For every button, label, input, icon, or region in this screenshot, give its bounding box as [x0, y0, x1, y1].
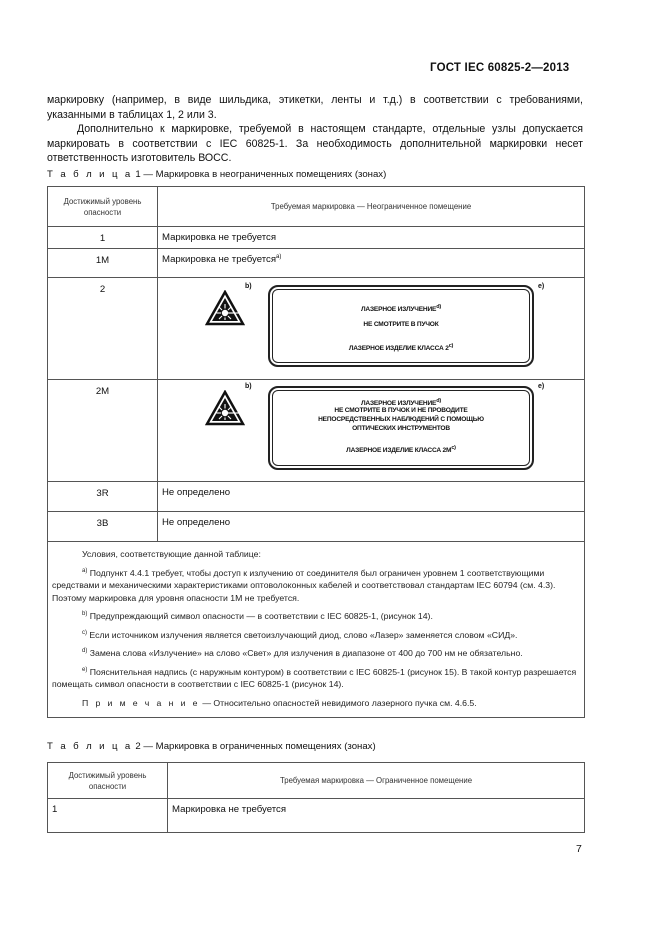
- explanatory-label: ЛАЗЕРНОЕ ИЗЛУЧЕНИЕ$^{d)}$ НЕ СМОТРИТЕ В ПУЧОК И НЕ ПРОВОДИТЕ НЕПОСРЕДСТВЕННЫХ НАБЛЮДЕНИЙ С ПОМОЩЬЮ ОПТИЧЕСКИХ ИНСТРУМЕНТОВ ЛАЗЕРНОЕ ИЗДЕЛИЕ КЛАССА $2М^{c)}$: [268, 386, 534, 470]
- level-cell: 1: [48, 227, 158, 249]
- table1-remark: П р и м е ч а н и е — Относительно опасностей невидимого лазерного пучка см. 4.6.5.: [82, 697, 477, 708]
- table-row: [48, 512, 585, 542]
- laser-warning-icon: [205, 390, 245, 429]
- notes-intro: Условия, соответствующие данной таблице:: [82, 549, 261, 559]
- level-cell: 1М: [48, 249, 158, 278]
- table2-caption-text: 2 — Маркировка в ограниченных помещениях (зонах): [135, 741, 376, 752]
- footnote-b: $^{b)}$ Предупреждающий символ опасности — в соответствии с IEC 60825-1, (рисунок 14).: [82, 611, 433, 622]
- table1-col-level: Достижимый уровень опасности: [48, 187, 158, 227]
- intro-paragraph-2: Дополнительно к маркировке, требуемой в настоящем стандарте, отдельные узлы допускается маркировать в соответствии с IEC 60825-1. За необходимость дополнительной маркировки несет ответственность изготовитель ВОСС.: [47, 123, 583, 165]
- level-cell: 3B: [48, 512, 158, 542]
- table1-notes: [48, 542, 585, 718]
- level-cell: 2: [48, 278, 158, 380]
- footnote-a: $^{а)}$ Подпункт 4.4.1 требует, чтобы доступ к излучению от соединителя был ограничен уровнем 1 соответствующими средствами и механическими характеристиками оптоволоконных кабелей и соответствовал стандартам IEC 60794 (см. 4.3). Поэтому маркировка для уровня опасности 1М не требуется.: [52, 567, 556, 603]
- marking-cell: Не определено: [158, 482, 585, 512]
- table-row: [48, 249, 585, 278]
- footnote-e: $^{e)}$ Пояснительная надпись (с наружным контуром) в соответствии с IEC 60825-1 (рисунок 15). В такой контур разрешается помещать символ опасности в соответствии с IEC 60825-1 (рисунок 14).: [52, 666, 577, 690]
- marking-cell: [158, 380, 585, 482]
- marking-cell: Не определено: [158, 512, 585, 542]
- intro-paragraph-1: маркировку (например, в виде шильдика, этикетки, ленты и т.д.) в соответствии с требованиями, указанными в таблицах 1, 2 или 3.: [47, 94, 583, 121]
- level-cell: 3R: [48, 482, 158, 512]
- table1-caption: [47, 169, 386, 180]
- level-cell: 2М: [48, 380, 158, 482]
- table1-caption-text: 1 — Маркировка в неограниченных помещениях (зонах): [135, 169, 387, 180]
- symbol-note: b): [245, 383, 252, 390]
- label-note: e): [538, 383, 545, 390]
- explanatory-label: ЛАЗЕРНОЕ ИЗЛУЧЕНИЕ$^{d)}$ НЕ СМОТРИТЕ В ПУЧОК ЛАЗЕРНОЕ ИЗДЕЛИЕ КЛАССА 2$^{c)}$: [268, 285, 534, 367]
- marking-cell: Маркировка не требуется: [168, 799, 585, 833]
- label-note: e): [538, 283, 545, 290]
- table1-notes-row: [48, 542, 585, 718]
- table2-caption-prefix: Т а б л и ц а: [47, 741, 133, 752]
- table2-col-level: Достижимый уровень опасности: [48, 763, 168, 799]
- symbol-note: b): [245, 283, 252, 290]
- table2-col-marking: Требуемая маркировка — Ограниченное помещение: [168, 763, 585, 799]
- footnote-c: $^{c)}$ Если источником излучения является светоизлучающий диод, слово «Лазер» заменяется словом «СИД».: [82, 629, 518, 640]
- marking-cell: Маркировка не требуется: [158, 227, 585, 249]
- table-row: [48, 799, 585, 833]
- table-row: [48, 278, 585, 380]
- table2-header-row: [48, 763, 585, 799]
- table-row: [48, 380, 585, 482]
- level-cell: 1: [48, 799, 168, 833]
- marking-cell: [158, 278, 585, 380]
- laser-warning-icon: [205, 290, 245, 329]
- table1-caption-prefix: Т а б л и ц а: [47, 169, 133, 180]
- footnote-d: $^{d)}$ Замена слова «Излучение» на слово «Свет» для излучения в диапазоне от 400 до 700 нм не обязательно.: [82, 648, 523, 659]
- table1: [47, 186, 585, 718]
- table-row: [48, 227, 585, 249]
- table2-caption: [47, 741, 376, 752]
- document-header: ГОСТ IEC 60825-2—2013: [430, 62, 570, 74]
- table-row: [48, 482, 585, 512]
- marking-cell: Маркировка не требуется$^{а)}$: [158, 249, 585, 278]
- table1-header-row: [48, 187, 585, 227]
- table1-col-marking: Требуемая маркировка — Неограниченное помещение: [158, 187, 585, 227]
- page-number: 7: [576, 843, 582, 855]
- table2: [47, 762, 585, 833]
